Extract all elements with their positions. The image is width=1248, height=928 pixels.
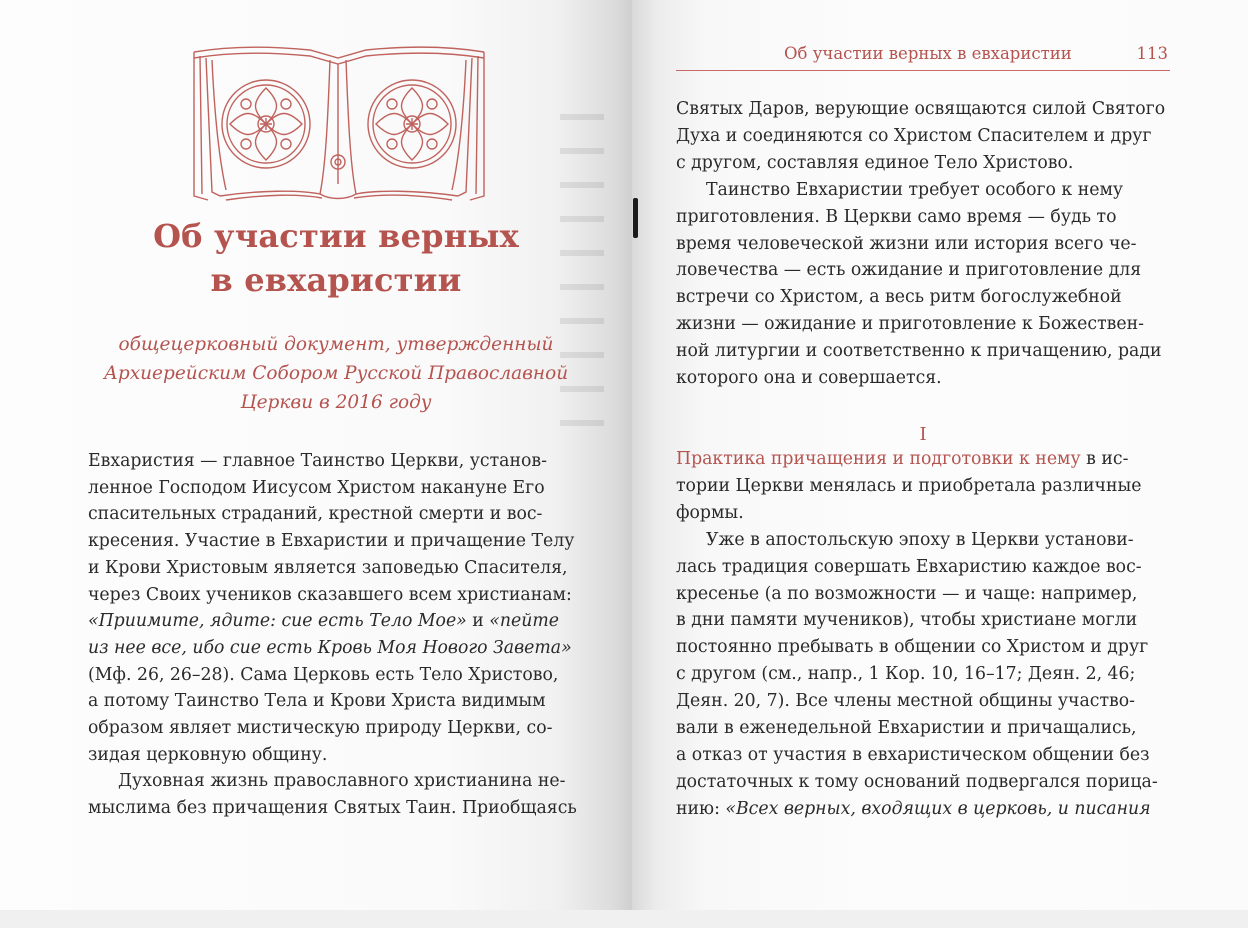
text-line: Деян. 20, 7). Все члены местной общины участво- xyxy=(676,691,1135,712)
subtitle-line-1: общецерковный документ, утвержденный xyxy=(118,334,554,355)
text-line: которого она и совершается. xyxy=(676,368,942,389)
text-line: достаточных к тому оснований подвергался порица- xyxy=(676,771,1158,792)
text-line: приготовления. В Церкви само время — будь то xyxy=(676,206,1117,227)
text-line: образом являет мистическую природу Церкви, со- xyxy=(88,718,553,739)
background-band xyxy=(0,910,1248,928)
left-body-text xyxy=(88,448,588,822)
text-line: ленное Господом Иисусом Христом накануне Его xyxy=(88,477,545,498)
right-body-text xyxy=(676,96,1170,823)
quote-text: «пейте xyxy=(489,611,559,632)
quote-line: из нее все, ибо сие есть Кровь Моя Нового Завета» xyxy=(88,637,572,658)
chapter-subtitle xyxy=(90,330,582,417)
text-line: Духа и соединяются со Христом Спасителем и друг xyxy=(676,125,1152,146)
section-number: I xyxy=(919,424,927,445)
text-line: постоянно пребывать в общении со Христом и друг xyxy=(676,637,1149,658)
text-line: с другом, составляя единое Тело Христово. xyxy=(676,152,1074,173)
subtitle-line-2: Архиерейским Собором Русской Православной xyxy=(103,363,569,384)
text-line: Евхаристия — главное Таинство Церкви, установ- xyxy=(88,451,547,471)
text-line: кресения. Участие в Евхаристии и причащение Телу xyxy=(88,531,575,552)
text-line: ной литургии и соответственно к причащению, ради xyxy=(676,341,1162,362)
text-line: с другом (см., напр., 1 Кор. 10, 16–17; Деян. 2, 46; xyxy=(676,664,1136,685)
text-line: а потому Таинство Тела и Крови Христа видимым xyxy=(88,691,546,712)
text-fragment: нию: xyxy=(676,798,726,819)
running-header xyxy=(676,42,1170,71)
chapter-title-line-2: в евхаристии xyxy=(210,261,462,299)
text-line: Духовная жизнь православного христианина не- xyxy=(118,771,566,792)
text-line: мыслима без причащения Святых Таин. Приобщаясь xyxy=(88,798,577,819)
text-line: через Своих учеников сказавшего всем христианам: xyxy=(88,584,572,605)
text-line: а отказ от участия в евхаристическом общении без xyxy=(676,744,1150,765)
text-line: встречи со Христом, а весь ритм богослужебной xyxy=(676,287,1122,308)
quote-line xyxy=(88,608,588,635)
text-line: (Мф. 26, 26–28). Сама Церковь есть Тело Христово, xyxy=(88,664,559,685)
text-line: в дни памяти мучеников), чтобы христиане могли xyxy=(676,610,1138,631)
text-line: зидая церковную общину. xyxy=(88,744,328,765)
quote-text: «Приимите, ядите: сие есть Тело Мое» xyxy=(88,611,467,632)
chapter-title-line-1: Об участии верных xyxy=(153,217,519,255)
text-line: лась традиция совершать Евхаристию каждое вос- xyxy=(676,556,1142,577)
text-line: Уже в апостольскую эпоху в Церкви установи- xyxy=(706,529,1134,550)
quote-line xyxy=(676,796,1170,823)
curtain-ornament-icon xyxy=(190,44,488,204)
page-gutter xyxy=(633,198,638,238)
text-line: жизни — ожидание и приготовление к Божествен- xyxy=(676,314,1144,335)
text-line: тории Церкви менялась и приобретала различные xyxy=(676,475,1142,496)
text-line: Святых Даров, верующие освящаются силой Святого xyxy=(676,99,1166,119)
text-line: и Крови Христовым является заповедью Спасителя, xyxy=(88,557,568,578)
section-lead-rest: в ис- xyxy=(1080,448,1129,469)
text-line: кресенье (а по возможности — и чаще: например, xyxy=(676,583,1138,604)
text-line: спасительных страданий, крестной смерти и вос- xyxy=(88,504,543,525)
chapter-title xyxy=(90,214,582,302)
quote-text: «Всех верных, входящих в церковь, и писания xyxy=(725,798,1151,819)
text-line: время человеческой жизни или история всего че- xyxy=(676,233,1137,254)
page-number: 113 xyxy=(1136,44,1168,63)
subtitle-line-3: Церкви в 2016 году xyxy=(240,392,432,413)
text-line: вали в еженедельной Евхаристии и причащались, xyxy=(676,718,1137,739)
text-line: ловечества — есть ожидание и приготовление для xyxy=(676,260,1142,281)
quote-joiner: и xyxy=(466,611,490,632)
running-title: Об участии верных в евхаристии xyxy=(784,44,1072,63)
section-lead-line xyxy=(676,446,1170,473)
text-line: формы. xyxy=(676,502,744,523)
text-line: Таинство Евхаристии требует особого к нему xyxy=(706,179,1124,200)
section-lead-highlight: Практика причащения и подготовки к нему xyxy=(676,448,1081,469)
